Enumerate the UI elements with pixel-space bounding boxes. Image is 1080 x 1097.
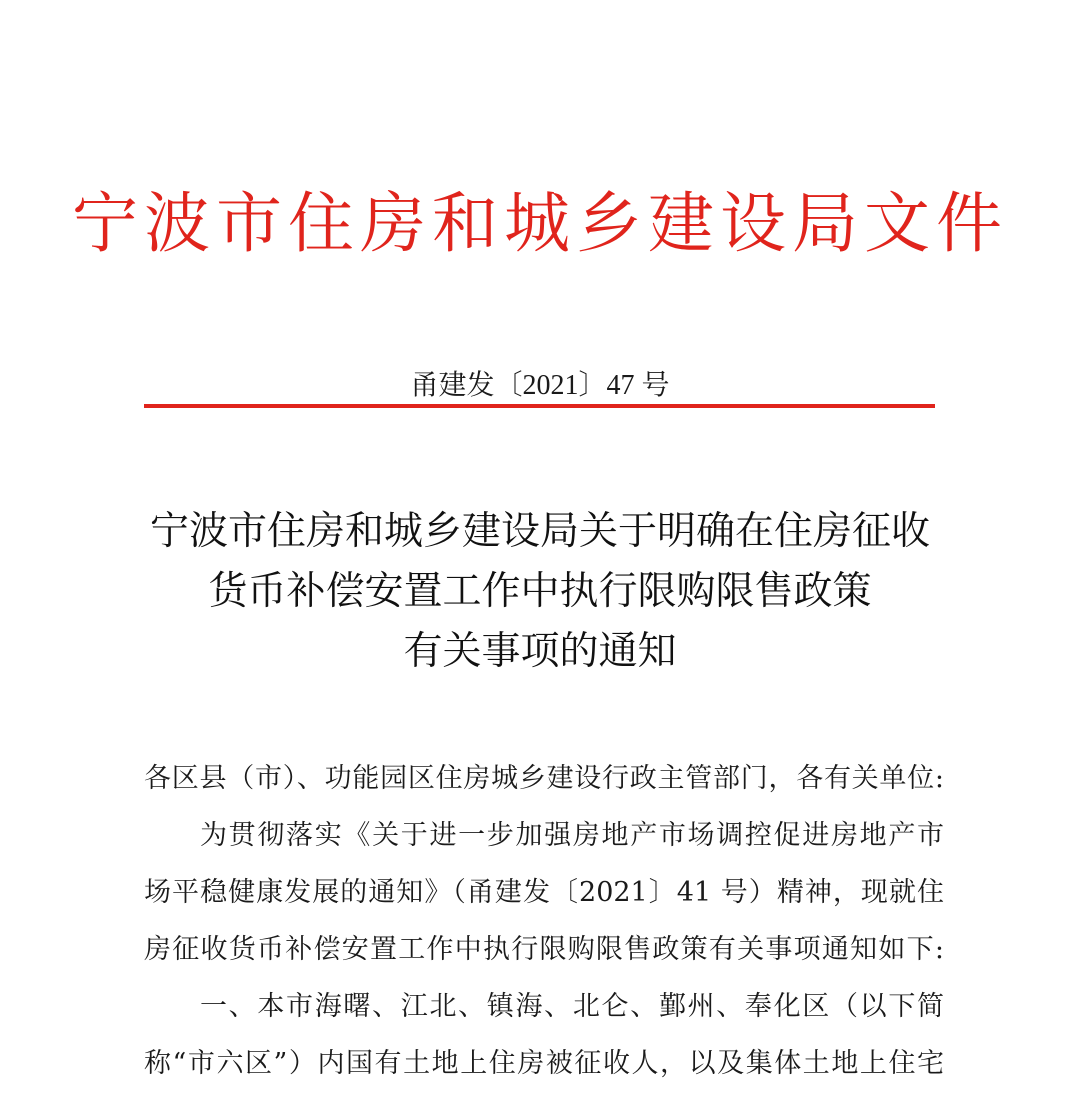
notice-title-line: 宁波市住房和城乡建设局关于明确在住房征收 (149, 509, 930, 554)
salutation-line: 各区县（市）、功能园区住房城乡建设行政主管部门，各有关单位: (144, 763, 944, 794)
body-line: 称“市六区”）内国有土地上住房被征收人，以及集体土地上住宅 (144, 1048, 944, 1079)
red-divider-line (144, 404, 935, 408)
issuing-authority-header: 宁波市住房和城乡建设局文件 (72, 185, 1008, 262)
body-line: 一、本市海曙、江北、镇海、北仑、鄞州、奉化区（以下简 (200, 991, 944, 1022)
notice-title (0, 502, 1080, 682)
notice-title-line: 货币补偿安置工作中执行限购限售政策 (208, 569, 872, 614)
document-number: 甬建发〔2021〕47 号 (410, 370, 670, 401)
body-text (144, 755, 944, 1097)
body-line: 房征收货币补偿安置工作中执行限购限售政策有关事项通知如下: (144, 934, 944, 965)
body-line: 为贯彻落实《关于进一步加强房地产市场调控促进房地产市 (200, 820, 944, 851)
body-line: 场平稳健康发展的通知》（甬建发〔2021〕41 号）精神，现就住 (144, 877, 944, 908)
notice-title-line: 有关事项的通知 (403, 629, 677, 674)
